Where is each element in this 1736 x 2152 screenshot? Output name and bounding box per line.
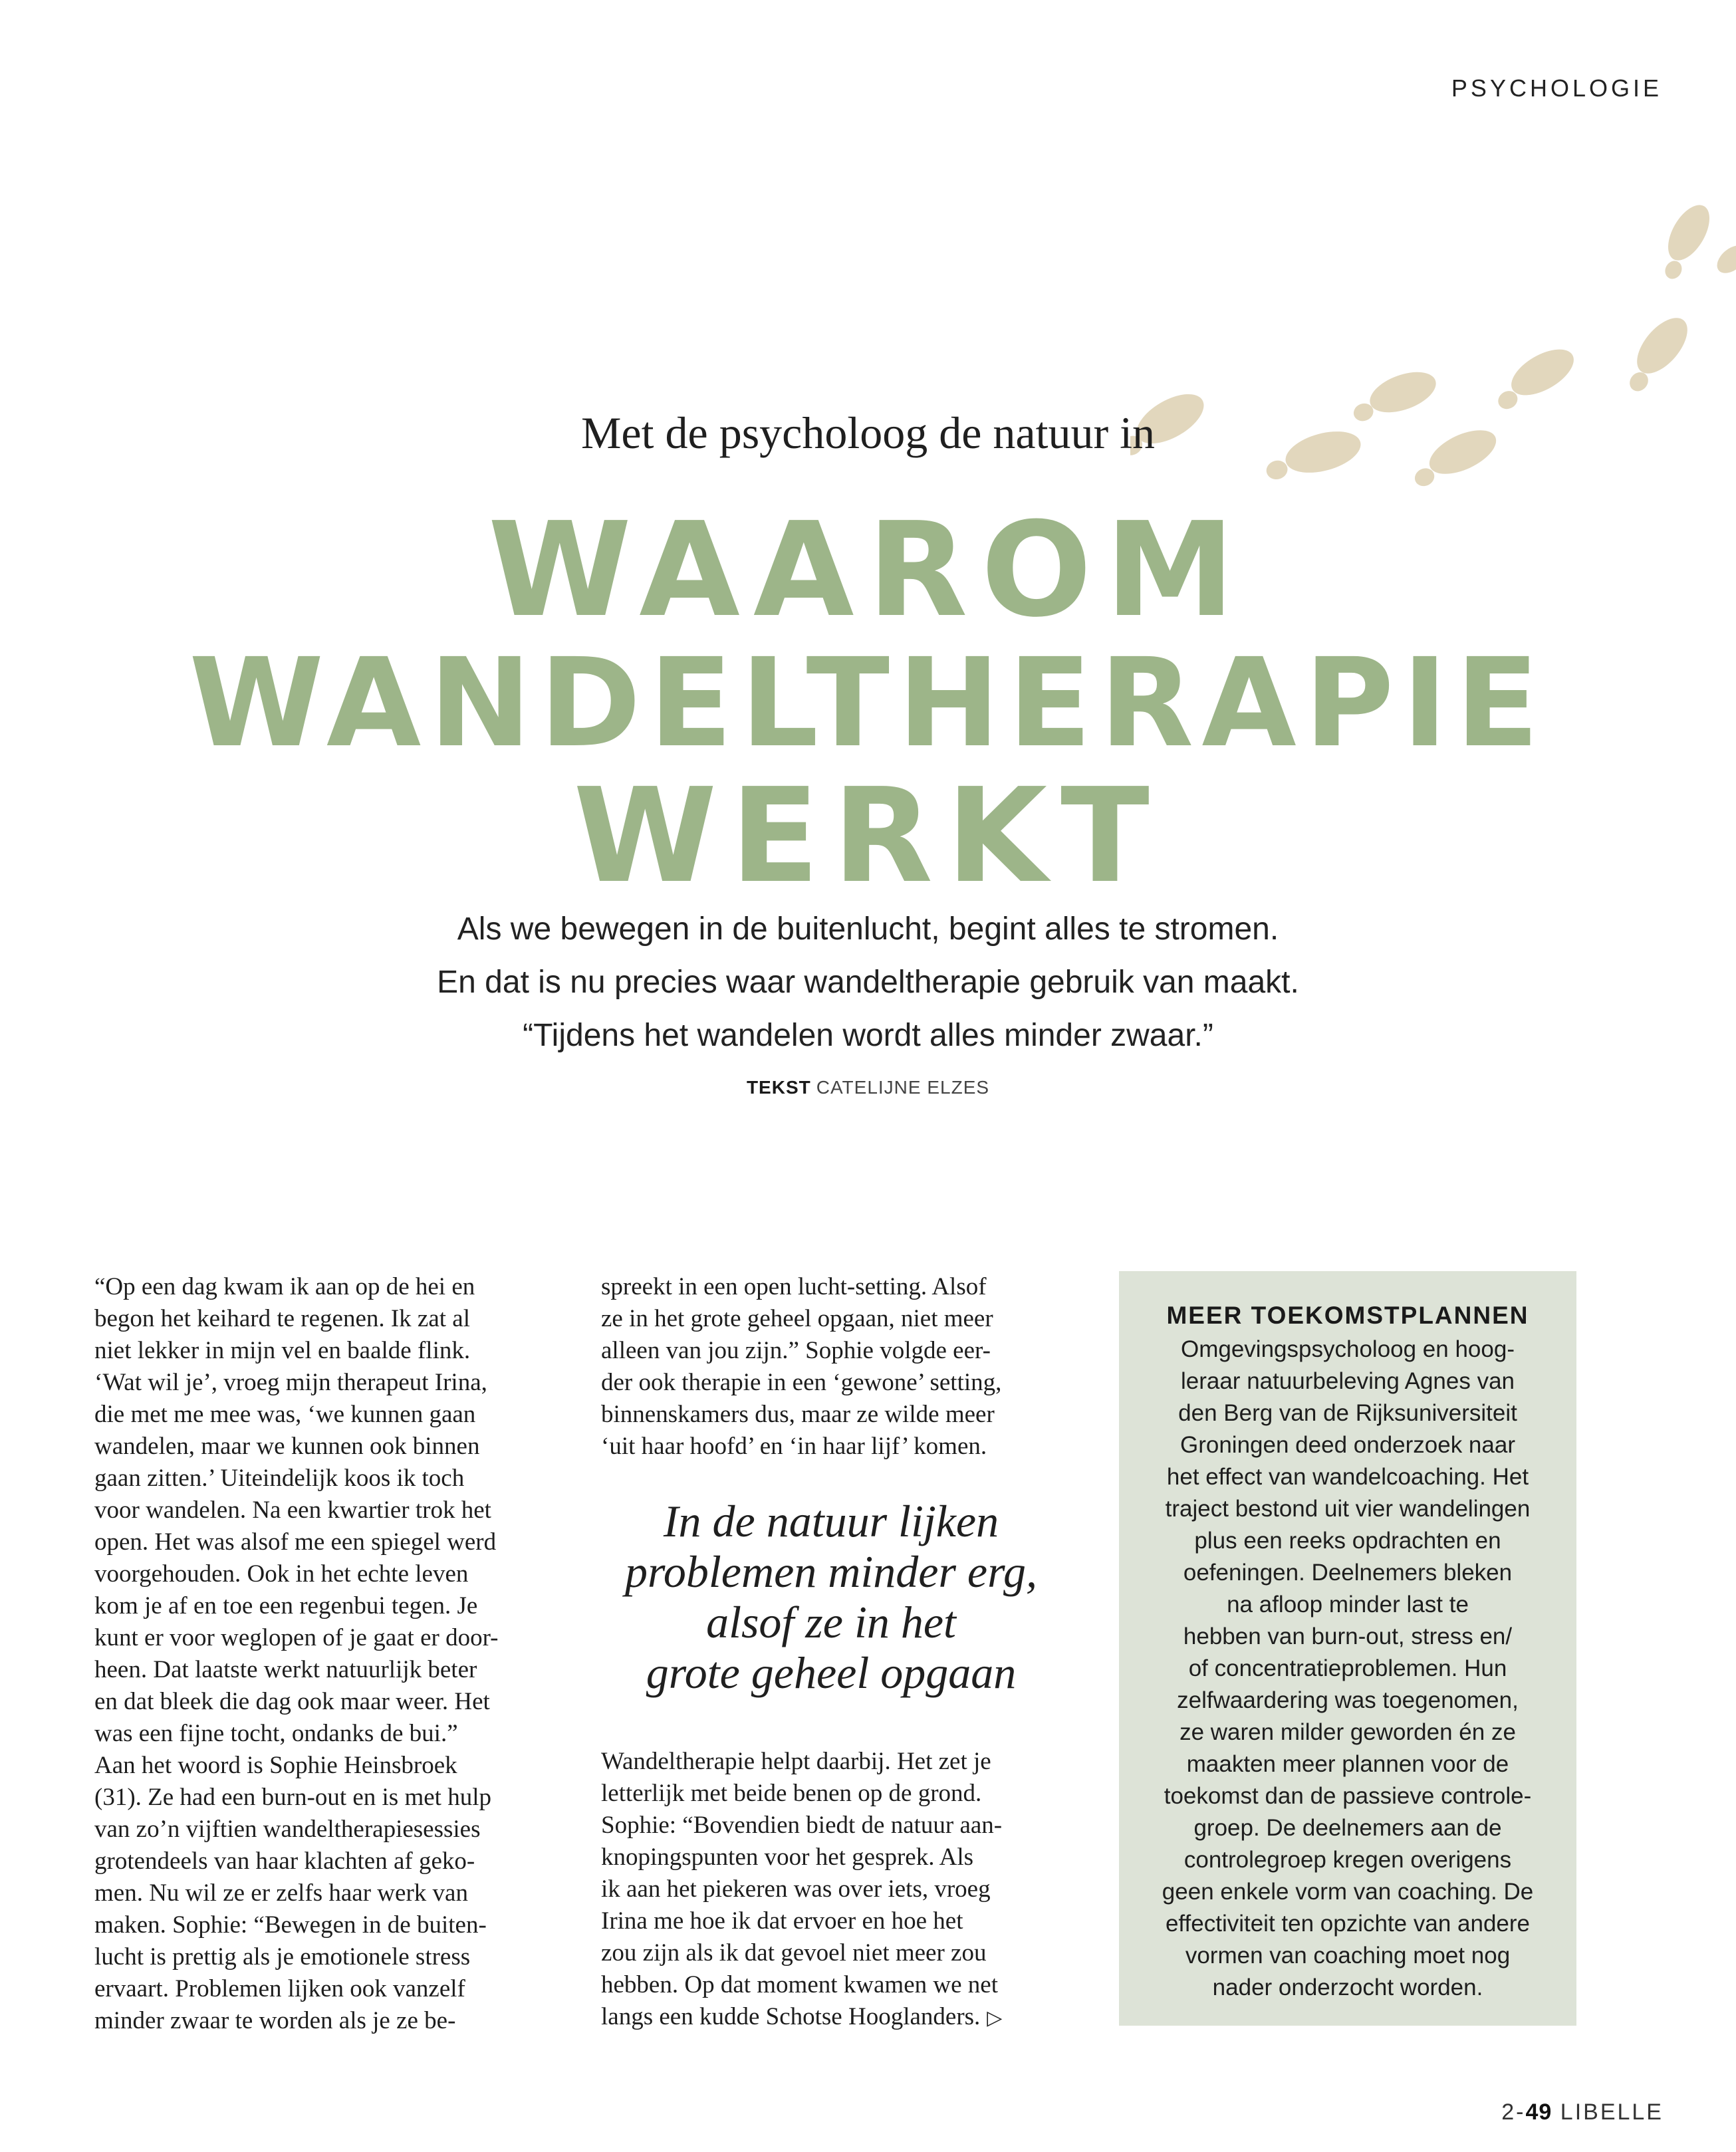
sidebar-text-line: leraar natuurbeleving Agnes van: [1180, 1368, 1515, 1394]
body-text-line: letterlijk met beide benen op de grond.: [601, 1780, 982, 1807]
body-text-line: Wandeltherapie helpt daarbij. Het zet je: [601, 1748, 991, 1775]
sidebar-text-line: na afloop minder last te: [1227, 1592, 1469, 1617]
sidebar-text-line: Omgevingspsycholoog en hoog-: [1181, 1336, 1515, 1362]
body-text-line: (31). Ze had een burn-out en is met hulp: [94, 1784, 491, 1811]
sidebar-text-line: effectiviteit ten opzichte van andere: [1165, 1911, 1531, 1937]
pull-quote-line: grote geheel opgaan: [646, 1647, 1017, 1698]
body-text-line: ‘uit haar hoofd’ en ‘in haar lijf’ komen.: [601, 1433, 987, 1460]
body-text-line: langs een kudde Schotse Hooglanders. ▷: [601, 2003, 1003, 2030]
magazine-name: LIBELLE: [1560, 2099, 1664, 2125]
body-text-line: alleen van jou zijn.” Sophie volgde eer-: [601, 1337, 991, 1364]
body-text-line: voorgehouden. Ook in het echte leven: [94, 1560, 469, 1588]
body-text-line: knopingspunten voor het gesprek. Als: [601, 1844, 974, 1871]
body-column-2-top: [601, 1271, 1066, 1463]
sidebar-text-line: nader onderzocht worden.: [1212, 1974, 1483, 2000]
continue-arrow-icon: ▷: [987, 2007, 1003, 2029]
body-text-line: en dat bleek die dag ook maar weer. Het: [94, 1688, 490, 1715]
pull-quote: [585, 1496, 1077, 1698]
body-text-line: niet lekker in mijn vel en baalde flink.: [94, 1337, 471, 1364]
intro-line-1: Als we bewegen in de buitenlucht, begint alles te stromen.: [457, 911, 1279, 947]
body-text-line: begon het keihard te regenen. Ik zat al: [94, 1305, 471, 1332]
body-text-line: wandelen, maar we kunnen ook binnen: [94, 1433, 480, 1460]
sidebar-text-line: geen enkele vorm van coaching. De: [1162, 1879, 1534, 1905]
body-text-line: ze in het grote geheel opgaan, niet meer: [601, 1305, 993, 1332]
sidebar-text-line: hebben van burn-out, stress en/: [1183, 1623, 1513, 1649]
body-text-line: Irina me hoe ik dat ervoer en hoe het: [601, 1907, 963, 1935]
sidebar-text-line: ze waren milder geworden én ze: [1179, 1719, 1516, 1745]
page-number: 49: [1525, 2099, 1552, 2125]
article-kicker: Met de psycholoog de natuur in: [580, 408, 1156, 458]
byline: [0, 1077, 1736, 1098]
intro-line-3: “Tijdens het wandelen wordt alles minder zwaar.”: [523, 1018, 1213, 1053]
body-text-line: spreekt in een open lucht-setting. Alsof: [601, 1273, 987, 1300]
sidebar-text-line: zelfwaardering was toegenomen,: [1177, 1687, 1519, 1713]
body-text-line: men. Nu wil ze er zelfs haar werk van: [94, 1879, 468, 1907]
sidebar-text-line: den Berg van de Rijksuniversiteit: [1178, 1400, 1517, 1426]
body-text-line: kom je af en toe een regenbui tegen. Je: [94, 1592, 478, 1619]
sidebar-text-line: controlegroep kregen overigens: [1183, 1847, 1512, 1873]
body-text-line: was een fijne tocht, ondanks de bui.”: [94, 1720, 458, 1747]
byline-label: TEKST: [746, 1077, 811, 1098]
sidebar-text-line: plus een reeks opdrachten en: [1194, 1528, 1501, 1554]
headline-line-3: WERKT: [573, 761, 1163, 912]
sidebar-text-line: traject bestond uit vier wandelingen: [1165, 1496, 1531, 1522]
body-text-line: lucht is prettig als je emotionele stress: [94, 1943, 471, 1971]
byline-author: CATELIJNE ELZES: [816, 1077, 990, 1098]
sidebar-text-line: groep. De deelnemers aan de: [1193, 1815, 1502, 1841]
sidebar-body: [1119, 1334, 1576, 2004]
body-text-line: zou zijn als ik dat gevoel niet meer zou: [601, 1939, 987, 1967]
body-text-line: minder zwaar te worden als je ze be-: [94, 2007, 456, 2034]
body-text-line: van zo’n vijftien wandeltherapiesessies: [94, 1816, 481, 1843]
sidebar-text-line: maakten meer plannen voor de: [1186, 1751, 1509, 1777]
sidebar-text-line: of concentratieproblemen. Hun: [1188, 1655, 1507, 1681]
body-text-line: der ook therapie in een ‘gewone’ setting,: [601, 1369, 1002, 1396]
sidebar-text-line: het effect van wandelcoaching. Het: [1166, 1464, 1529, 1490]
body-text-line: binnenskamers dus, maar ze wilde meer: [601, 1401, 995, 1428]
intro-line-2: En dat is nu precies waar wandeltherapie gebruik van maakt.: [437, 965, 1299, 1000]
pull-quote-line: problemen minder erg,: [624, 1546, 1038, 1597]
body-text-line: hebben. Op dat moment kwamen we net: [601, 1971, 998, 1998]
body-text-line: “Op een dag kwam ik aan op de hei en: [94, 1273, 475, 1300]
body-text-line: grotendeels van haar klachten af geko-: [94, 1848, 475, 1875]
sidebar-title: MEER TOEKOMSTPLANNEN: [1166, 1302, 1529, 1329]
body-text-line: ervaart. Problemen lijken ook vanzelf: [94, 1975, 465, 2002]
page-footer: [1396, 2099, 1664, 2125]
body-text-line: maken. Sophie: “Bewegen in de buiten-: [94, 1911, 487, 1939]
sidebar-text-line: Groningen deed onderzoek naar: [1180, 1432, 1515, 1458]
body-column-1: [94, 1271, 560, 2037]
headline-line-2: WANDELTHERAPIE: [189, 632, 1547, 775]
body-text-line: open. Het was alsof me een spiegel werd: [94, 1528, 497, 1556]
body-text-line: Sophie: “Bovendien biedt de natuur aan-: [601, 1812, 1003, 1839]
body-text-line: voor wandelen. Na een kwartier trok het: [94, 1496, 491, 1524]
body-text-line: gaan zitten.’ Uiteindelijk koos ik toch: [94, 1465, 465, 1492]
sidebar-text-line: oefeningen. Deelnemers bleken: [1183, 1560, 1513, 1586]
headline-line-1: WAAROM: [487, 495, 1249, 646]
body-text-line: die met me mee was, ‘we kunnen gaan: [94, 1401, 476, 1428]
sidebar-text-line: toekomst dan de passieve controle-: [1164, 1783, 1532, 1809]
section-label: PSYCHOLOGIE: [1451, 74, 1662, 102]
body-text-line: kunt er voor weglopen of je gaat er door-: [94, 1624, 499, 1651]
sidebar-text-line: vormen van coaching moet nog: [1185, 1943, 1511, 1969]
body-text-line: Aan het woord is Sophie Heinsbroek: [94, 1752, 457, 1779]
body-text-line: ‘Wat wil je’, vroeg mijn therapeut Irina,: [94, 1369, 487, 1396]
body-text-line: ik aan het piekeren was over iets, vroeg: [601, 1875, 991, 1903]
pull-quote-line: In de natuur lijken: [663, 1496, 999, 1546]
body-column-2-bottom: [601, 1746, 1080, 2034]
pull-quote-line: alsof ze in het: [706, 1597, 956, 1647]
body-text-line: heen. Dat laatste werkt natuurlijk beter: [94, 1656, 477, 1683]
issue-prefix: 2-: [1501, 2099, 1526, 2125]
